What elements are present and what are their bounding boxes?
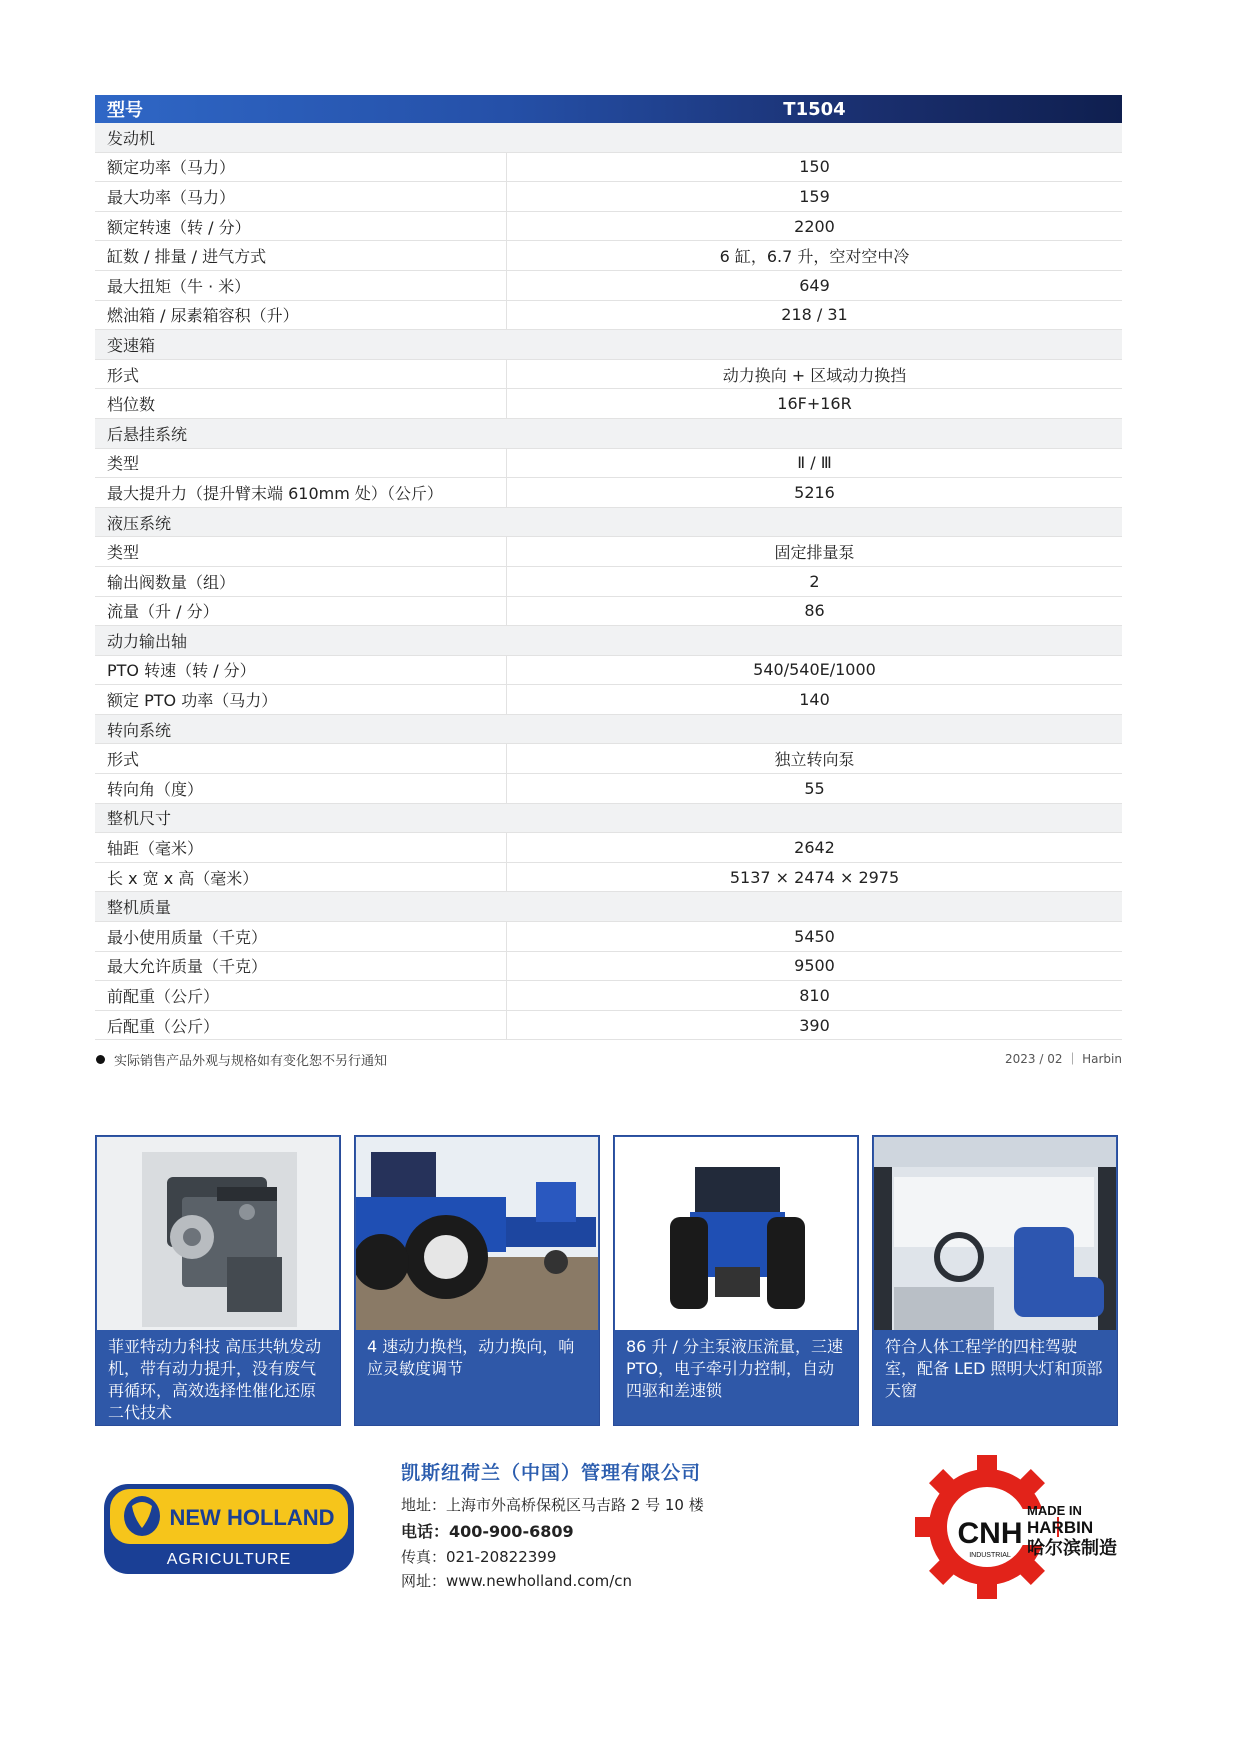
table-row	[95, 952, 1122, 982]
cnh-chinese: 哈尔滨制造	[1027, 1538, 1117, 1559]
table-row	[95, 1011, 1122, 1041]
company-phone: 电话：400-900-6809	[401, 1522, 574, 1541]
spec-label: 后配重（公斤）	[95, 1011, 507, 1040]
tractor-rear-photo-icon	[615, 1137, 857, 1330]
spec-value: 独立转向泵	[774, 750, 855, 770]
table-row	[95, 863, 1122, 893]
table-row	[95, 301, 1122, 331]
nh-logo-text: NEW HOLLAND	[169, 1505, 335, 1530]
table-row	[95, 656, 1122, 686]
spec-value: 动力换向 + 区域动力换挡	[722, 365, 907, 385]
cnh-city: HARBIN	[1027, 1518, 1094, 1537]
feature-card-transmission	[354, 1135, 600, 1426]
table-section-header	[95, 123, 1122, 153]
section-title: 变速箱	[107, 335, 156, 355]
table-row	[95, 744, 1122, 774]
company-website: 网址：www.newholland.com/cn	[401, 1572, 633, 1590]
table-row	[95, 271, 1122, 301]
spec-label: 形式	[95, 744, 507, 773]
engine-photo-icon	[97, 1137, 339, 1330]
spec-label: 额定 PTO 功率（马力）	[95, 685, 507, 714]
spec-label: 额定转速（转 / 分）	[95, 212, 507, 241]
company-name: 凯斯纽荷兰（中国）管理有限公司	[401, 1462, 702, 1484]
table-body	[95, 123, 1122, 1040]
table-row	[95, 212, 1122, 242]
spec-value: 86	[804, 601, 825, 621]
disclaimer-text: 实际销售产品外观与规格如有变化恕不另行通知	[114, 1054, 388, 1069]
table-section-header	[95, 892, 1122, 922]
spec-value: 9500	[794, 956, 835, 976]
cnh-sub: INDUSTRIAL	[969, 1552, 1011, 1559]
section-title: 整机质量	[107, 898, 172, 918]
spec-value: 5137 × 2474 × 2975	[729, 867, 900, 887]
spec-table	[95, 95, 1122, 1040]
table-row	[95, 981, 1122, 1011]
spec-label: 燃油箱 / 尿素箱容积（升）	[95, 301, 507, 330]
spec-label: 最大功率（马力）	[95, 182, 507, 211]
spec-label: 最大允许质量（千克）	[95, 952, 507, 981]
card-caption: 符合人体工程学的四柱驾驶室，配备 LED 照明大灯和顶部天窗	[885, 1337, 1103, 1400]
table-section-header	[95, 715, 1122, 745]
spec-value: 5450	[794, 926, 835, 946]
model-name: T1504	[783, 98, 846, 120]
cnh-made-in-harbin-logo	[915, 1455, 1130, 1605]
spec-value: 649	[799, 275, 830, 295]
spec-label: 轴距（毫米）	[95, 833, 507, 862]
spec-value: 390	[799, 1015, 830, 1035]
spec-label: 最小使用质量（千克）	[95, 922, 507, 951]
spec-value: 固定排量泵	[774, 543, 855, 563]
company-fax: 传真：021-20822399	[401, 1548, 557, 1566]
spec-label: 档位数	[95, 389, 507, 418]
section-title: 发动机	[107, 128, 156, 148]
spec-value: Ⅱ / Ⅲ	[797, 453, 832, 473]
section-title: 整机尺寸	[107, 809, 172, 829]
spec-label: 最大扭矩（牛 · 米）	[95, 271, 507, 300]
spec-label: 缸数 / 排量 / 进气方式	[95, 241, 507, 270]
spec-value: 140	[799, 690, 830, 710]
spec-label: 类型	[95, 537, 507, 566]
company-address: 地址：上海市外高桥保税区马吉路 2 号 10 楼	[401, 1496, 704, 1514]
spec-label: 长 x 宽 x 高（毫米）	[95, 863, 507, 892]
bullet-icon	[96, 1055, 105, 1064]
table-row	[95, 567, 1122, 597]
date-mark: 2023 / 02 ｜ Harbin	[1005, 1052, 1122, 1066]
spec-value: 16F+16R	[777, 394, 852, 414]
spec-label: 最大提升力（提升臂末端 610mm 处）（公斤）	[95, 478, 507, 507]
spec-value: 810	[799, 986, 830, 1006]
spec-label: 流量（升 / 分）	[95, 597, 507, 626]
table-row	[95, 922, 1122, 952]
table-section-header	[95, 804, 1122, 834]
table-header	[95, 95, 1122, 123]
spec-value: 6 缸，6.7 升，空对空中冷	[719, 247, 910, 267]
cab-interior-photo-icon	[874, 1137, 1116, 1330]
section-title: 液压系统	[107, 513, 172, 533]
section-title: 动力输出轴	[107, 631, 188, 651]
spec-label: PTO 转速（转 / 分）	[95, 656, 507, 685]
spec-value: 2	[809, 571, 820, 591]
cnh-made-in: MADE IN	[1027, 1503, 1082, 1518]
spec-label: 额定功率（马力）	[95, 153, 507, 182]
table-row	[95, 537, 1122, 567]
feature-card-engine	[95, 1135, 341, 1426]
table-section-header	[95, 330, 1122, 360]
table-row	[95, 241, 1122, 271]
table-row	[95, 389, 1122, 419]
section-title: 转向系统	[107, 720, 172, 740]
table-section-header	[95, 508, 1122, 538]
spec-value: 540/540E/1000	[753, 660, 876, 680]
spec-value: 218 / 31	[781, 305, 848, 325]
spec-value: 159	[799, 186, 830, 206]
spec-value: 2642	[794, 838, 835, 858]
spec-label: 转向角（度）	[95, 774, 507, 803]
spec-value: 5216	[794, 482, 835, 502]
table-row	[95, 685, 1122, 715]
table-row	[95, 449, 1122, 479]
spec-label: 形式	[95, 360, 507, 389]
new-holland-logo	[102, 1480, 356, 1578]
nh-logo-subtext: AGRICULTURE	[166, 1551, 292, 1568]
spec-label: 输出阀数量（组）	[95, 567, 507, 596]
table-row	[95, 478, 1122, 508]
feature-card-cab	[872, 1135, 1118, 1426]
card-caption: 菲亚特动力科技 高压共轨发动机，带有动力提升，没有废气再循环，高效选择性催化还原二代技术	[108, 1337, 322, 1422]
cnh-mark: CNH	[957, 1517, 1023, 1550]
table-section-header	[95, 626, 1122, 656]
disclaimer	[96, 1050, 387, 1069]
spec-value: 55	[804, 778, 825, 798]
tractor-planter-photo-icon	[356, 1137, 598, 1330]
spec-value: 2200	[794, 216, 835, 236]
model-column-label: 型号	[107, 100, 143, 121]
card-caption: 4 速动力换档，动力换向，响应灵敏度调节	[367, 1337, 575, 1378]
table-row	[95, 774, 1122, 804]
table-row	[95, 833, 1122, 863]
table-section-header	[95, 419, 1122, 449]
section-title: 后悬挂系统	[107, 424, 188, 444]
spec-label: 前配重（公斤）	[95, 981, 507, 1010]
spec-label: 类型	[95, 449, 507, 478]
table-row	[95, 153, 1122, 183]
table-row	[95, 360, 1122, 390]
spec-value: 150	[799, 157, 830, 177]
table-row	[95, 182, 1122, 212]
table-row	[95, 597, 1122, 627]
feature-card-hydraulics	[613, 1135, 859, 1426]
card-caption: 86 升 / 分主泵液压流量，三速 PTO，电子牵引力控制，自动四驱和差速锁	[626, 1337, 844, 1400]
